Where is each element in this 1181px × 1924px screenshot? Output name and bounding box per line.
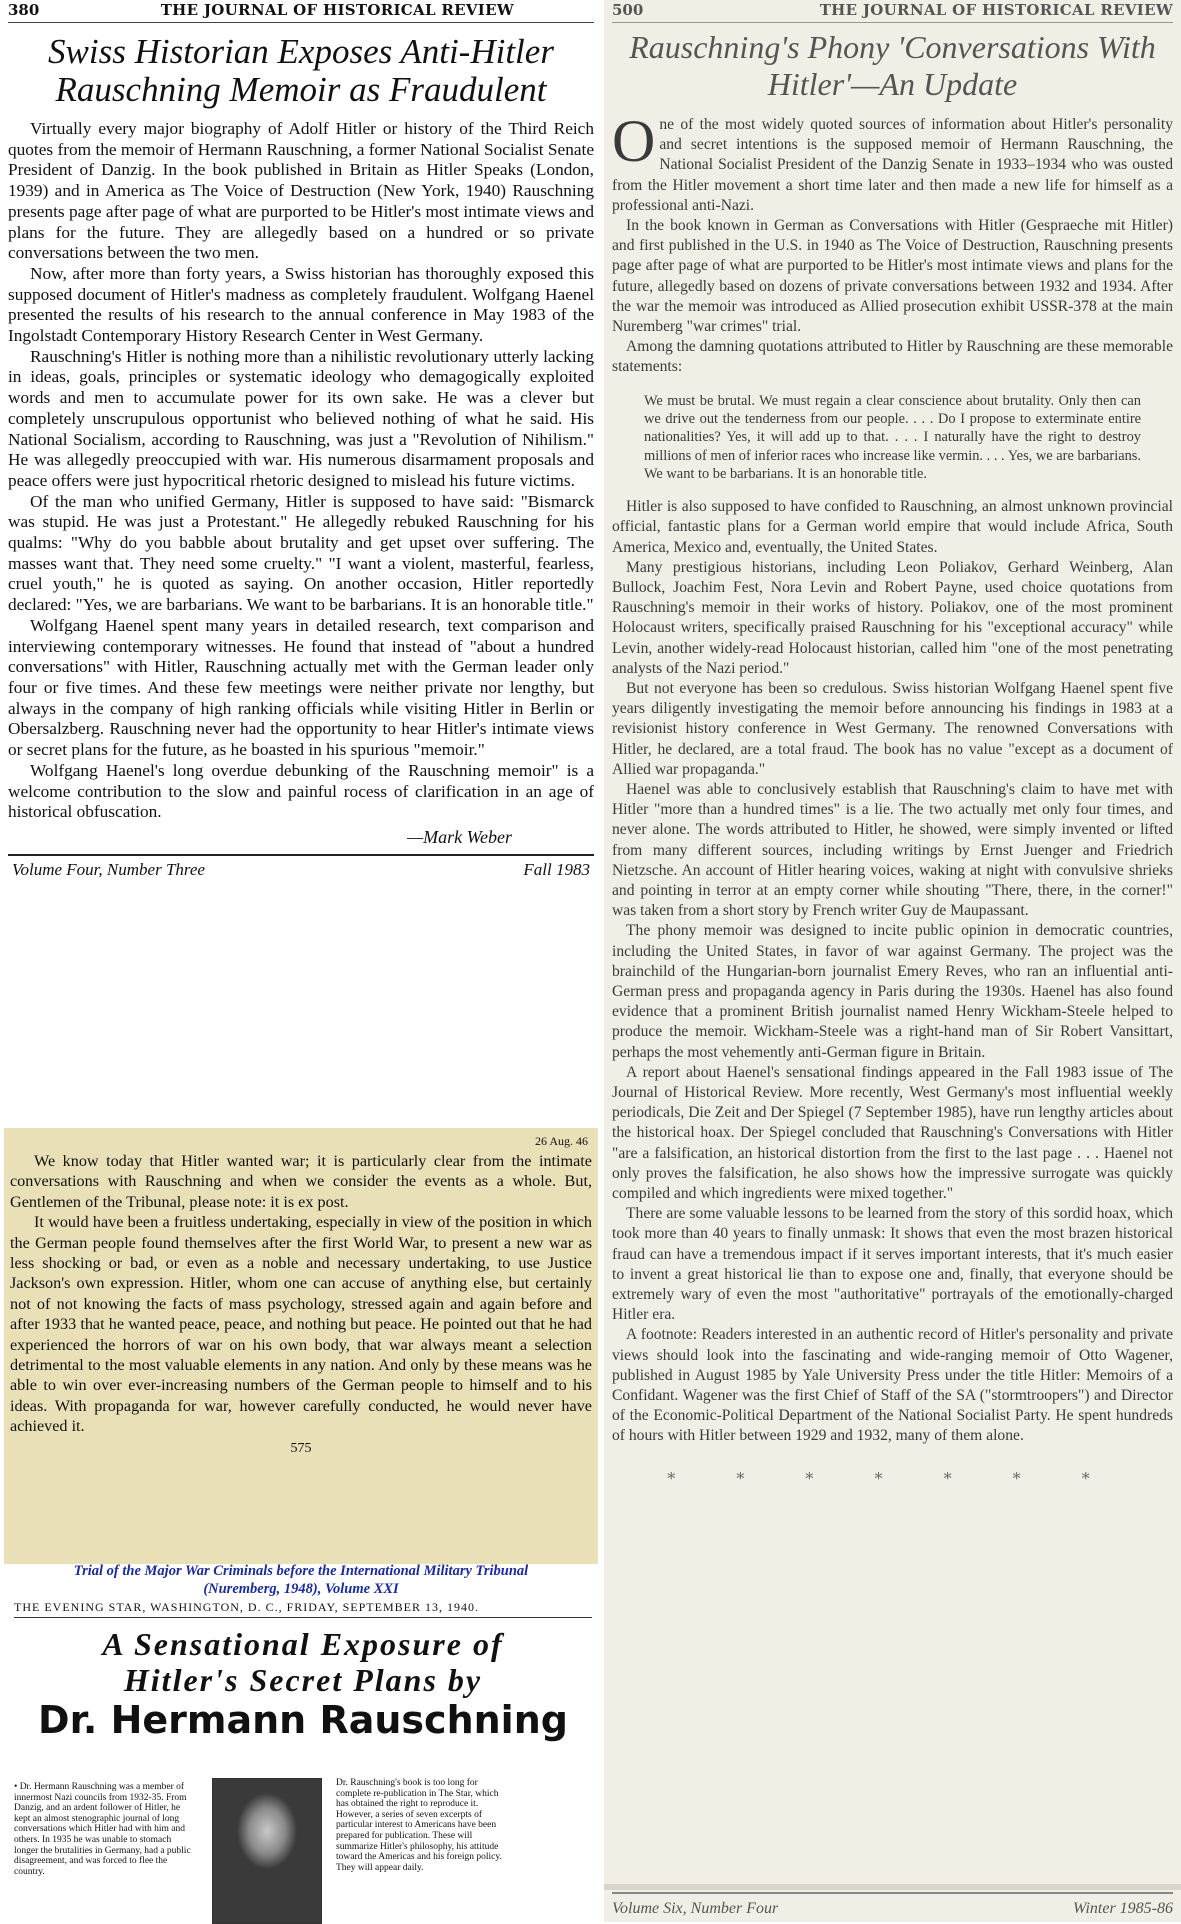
right-footer: [612, 1892, 1173, 1918]
left-footer-volume: Volume Four, Number Three: [12, 859, 205, 879]
left-journal-name: THE JOURNAL OF HISTORICAL REVIEW: [160, 1, 514, 19]
clipping-headline-line-3: Dr. Hermann Rauschning: [38, 1698, 568, 1742]
left-page-number: 380: [8, 1, 40, 19]
tribunal-date: 26 Aug. 46: [534, 1134, 588, 1148]
right-footer-volume: Volume Six, Number Four: [612, 1900, 779, 1917]
left-footer: [8, 854, 594, 882]
clipping-headline-line-1: A Sensational Exposure of: [102, 1626, 504, 1662]
right-paragraph: A footnote: Readers interested in an authentic record of Hitler's personality and private views should look into the fascinating and wide-ranging memoir of Otto Wagener, published in August 1985 by Yale University Press under the title Hitler: Memoirs of a Confidant. Wagener was the first Chief of Staff of the SA ("stormtroopers") and Director of the Economic-Political Department of the National Socialist Party. He spent hundreds of hours with Hitler between 1929 and 1932, many of them alone.: [612, 1326, 1173, 1445]
left-paragraph: Virtually every major biography of Adolf Hitler or history of the Third Reich quotes from the memoir of Hermann Rauschning, a former National Socialist Senate President of Danzig. In the book published in Britain as Hitler Speaks (London, 1939) and in America as The Voice of Destruction (New York, 1940) Rauschning presents page after page of what are purported to be Hitler's most intimate views and plans for the future. They are allegedly based on a hundred or so private conversations between the two men.: [8, 119, 594, 263]
right-paragraph: But not everyone has been so credulous. Swiss historian Wolfgang Haenel spent five years diligently investigating the memoir before announcing his findings in 1983 at a revisionist history conference in West Germany. The renowned Conversations with Hitler, he declared, are a total fraud. The book has no value "except as a document of Allied war propaganda.": [612, 679, 1173, 778]
right-article-title: Rauschning's Phony 'Conversations With Hitler'—An Update: [629, 29, 1156, 102]
left-running-head: [8, 0, 594, 23]
right-page-number: 500: [612, 1, 644, 19]
right-running-head: [612, 0, 1173, 23]
caption-line-1: Trial of the Major War Criminals before the International Military Tribunal: [73, 1563, 529, 1579]
tribunal-caption: [0, 1562, 602, 1598]
clipping-left-column: • Dr. Hermann Rauschning was a member of innermost Nazi councils from 1932-35. From Danzig, and an ardent follower of Hitler, he kept an almost stenographic journal of long conversations which Hitler had with him and others. In 1935 he was unable to stomach longer the brutalities in Germany, had a public disagreement, and was forced to flee the country.: [14, 1782, 191, 1877]
left-paragraph: Of the man who unified Germany, Hitler is supposed to have said: "Bismarck was stupid. He was just a Protestant." He allegedly rebuked Rauschning for his qualms: "Why do you babble about brutality and get upset over suffering. The masses want that. They need some cruelty." "I want a violent, masterful, fearless, cruel youth," he is quoted as saying. On another occasion, Hitler reportedly declared: "Yes, we are barbarians. We want to be barbarians. It is an honorable title.": [8, 491, 594, 615]
left-paragraph: Wolfgang Haenel's long overdue debunking of the Rauschning memoir" is a welcome contribution to the slow and painful rocess of clarification in an age of historical obfuscation.: [8, 760, 594, 822]
block-quote: We must be brutal. We must regain a clear conscience about brutality. Only then can we drive out the tenderness from our people. . . . Do I propose to exterminate entire nationalities? Yes, it will add up to that. . . . I naturally have the right to destroy millions of men of inferior races who increase like vermin. . . . Yes, we are barbarians. We want to be barbarians. It is an honorable title.: [644, 392, 1141, 482]
right-first-paragraph-text: ne of the most widely quoted sources of information about Hitler's personality and secret intentions is the supposed memoir of Hermann Rauschning, the National Socialist President of the Danzig Senate in 1933–1934 who was ousted from the Hitler movement a short time later and then made a new life for himself as a professional anti-Nazi.: [612, 116, 1173, 214]
right-journal-name: THE JOURNAL OF HISTORICAL REVIEW: [819, 1, 1173, 19]
right-paragraph: Among the damning quotations attributed to Hitler by Rauschning are these memorable statements:: [612, 338, 1173, 376]
newspaper-clipping: [14, 1600, 592, 1922]
left-article-title: Swiss Historian Exposes Anti-Hitler Rauschning Memoir as Fraudulent: [48, 32, 554, 109]
right-paragraph: Many prestigious historians, including Leon Poliakov, Gerhard Weinberg, Alan Bullock, Joachim Fest, Nora Levin and Robert Payne, used choice quotations from Rauschning's memoir in their works of history. Poliakov, one of the most prominent Holocaust writers, specifically praised Rauschning for his "exceptional accuracy" while Levin, another widely-read Holocaust historian, called him "one of the most penetrating analysts of the Nazi period.": [612, 558, 1173, 677]
right-footer-rule: [604, 1884, 1181, 1890]
right-paragraph: A report about Haenel's sensational findings appeared in the Fall 1983 issue of The Journal of Historical Review. More recently, West Germany's most influential weekly periodicals, Die Zeit and Der Spiegel (7 September 1985), have run lengthy articles about the historical hoax. Der Spiegel concluded that Rauschning's Conversations with Hitler "are a falsification, an historical distortion from the first to the last page . . . Haenel not only proves the falsification, he also shows how the impressive surrogate was quickly compiled and which ingredients were mixed together.": [612, 1063, 1173, 1203]
right-paragraph: Hitler is also supposed to have confided to Rauschning, an almost unknown provincial official, fantastic plans for a German world empire that would include Africa, South America, Mexico and, eventually, the United States.: [612, 498, 1173, 556]
tribunal-paragraph: We know today that Hitler wanted war; it is particularly clear from the intimate conversations with Rauschning and when we consider the events as a whole. But, Gentlemen of the Tribunal, please note: it is ex post.: [10, 1152, 592, 1211]
section-divider-stars: * * * * * * *: [667, 1468, 1118, 1488]
right-paragraph: Haenel was able to conclusively establish that Rauschning's claim to have met with Hitler "more than a hundred times" is a lie. The two actually met only four times, and never alone. The words attributed to Hitler, he showed, were simply invented or lifted from many different sources, including writings by Ernst Juenger and Friedrich Nietzsche. An account of Hitler hearing voices, waking at night with convulsive shrieks and pointing in terror at an empty corner while shouting "There, there, in the corner!" was taken from a short story by French writer Guy de Maupassant.: [612, 780, 1173, 920]
left-byline: —Mark Weber: [407, 826, 512, 847]
left-footer-season: Fall 1983: [523, 859, 590, 879]
right-paragraph: The phony memoir was designed to incite public opinion in democratic countries, including the United States, in favor of war against Germany. The project was the brainchild of the Hungarian-born journalist Emery Reves, who ran an influential anti-German press and propaganda agency in Paris during the 1930s. Haenel has also found evidence that a prominent British journalist named Henry Wickham-Steele helped to produce the memoir. Wickham-Steele was a right-hand man of Sir Robert Vansittart, perhaps the most vehemently anti-German figure in Britain.: [612, 922, 1173, 1061]
left-paragraph: Now, after more than forty years, a Swiss historian has thoroughly exposed this supposed document of Hitler's madness as completely fraudulent. Wolfgang Haenel presented the results of his research to the annual conference in May 1983 of the Ingolstadt Contemporary History Research Center in West Germany.: [8, 263, 594, 346]
tribunal-paragraph: It would have been a fruitless undertaking, especially in view of the position in which the German people found themselves after the first World War, to present a new war as less shocking or bad, or even as a noble and necessary undertaking, to use Justice Jackson's own expression. Hitler, whom one can accuse of anything else, but certainly not of not knowing the facts of mass psychology, stressed again and again before and after 1933 that he wanted peace, peace, and nothing but peace. He pointed out that he had experienced the horrors of war on his own body, that war always meant a selection detrimental to the most valuable elements in any nation. And only by these means was he able to win over ever-increasing numbers of the German people to himself and to his ideas. With propaganda for war, however carefully conducted, he would never have achieved it.: [10, 1213, 592, 1436]
left-paragraph: Rauschning's Hitler is nothing more than a nihilistic revolutionary utterly lacking in ideas, goals, principles or systematic ideology who demagogically exploited words and men to accumulate power for its own sake. He was a clever but completely unscrupulous opportunist who believed nothing of what he said. His National Socialism, according to Rauschning, was just a "Revolution of Nihilism." He was allegedly preoccupied with war. His numerous disarmament proposals and peace offers were just hypocritical rhetoric designed to mislead his future victims.: [8, 346, 594, 490]
right-paragraph: In the book known in German as Conversations with Hitler (Gespraeche mit Hitler) and first published in the U.S. in 1940 as The Voice of Destruction, Rauschning presents page after page of what are purported to be Hitler's most intimate views and plans for the future, allegedly based on dozens of private conversations between 1932 and 1934. After the war the memoir was introduced as Allied prosecution exhibit USSR-378 at the main Nuremberg "war crimes" trial.: [612, 217, 1173, 336]
right-first-paragraph: [604, 108, 1181, 216]
drop-cap: O: [612, 108, 656, 174]
tribunal-page-number: 575: [290, 1440, 312, 1456]
tribunal-excerpt: [4, 1128, 598, 1564]
right-paragraph: There are some valuable lessons to be learned from the story of this sordid hoax, which took more than 40 years to finally unmask: It shows that even the most brazen historical fraud can have a tremendous impact if it serves important interests, that it's much easier to invent a great historical lie than to expose one and, finally, that everyone should be extremely wary of even the most "authoritative" portrayals of the emotionally-charged Hitler era.: [612, 1205, 1173, 1324]
newspaper-masthead: THE EVENING STAR, WASHINGTON, D. C., FRIDAY, SEPTEMBER 13, 1940.: [14, 1600, 592, 1618]
left-paragraph: Wolfgang Haenel spent many years in detailed research, text comparison and interviewing contemporary witnesses. He found that instead of "about a hundred conversations" with Hitler, Rauschning actually met with the German leader only four or five times. And these few meetings were neither private nor lengthy, but always in the company of high ranking officials while visiting Hitler in Berlin or Obersalzberg. Rauschning never had the opportunity to hear Hitler's intimate views or secret plans for the future, as he boasted in his spurious "memoir.": [8, 615, 594, 760]
clipping-headline-line-2: Hitler's Secret Plans by: [123, 1662, 483, 1698]
clipping-right-column: Dr. Rauschning's book is too long for complete re-publication in The Star, which has obtained the right to reproduce it. However, a series of seven excerpts of particular interest to Americans have been prepared for publication. These will summarize Hitler's philosophy, his attitude toward the Americas and his foreign policy. They will appear daily.: [336, 1778, 502, 1873]
caption-line-2: (Nuremberg, 1948), Volume XXI: [203, 1581, 399, 1597]
right-page: [604, 0, 1181, 1922]
right-footer-season: Winter 1985-86: [1073, 1900, 1173, 1917]
rauschning-photo: [212, 1778, 322, 1924]
